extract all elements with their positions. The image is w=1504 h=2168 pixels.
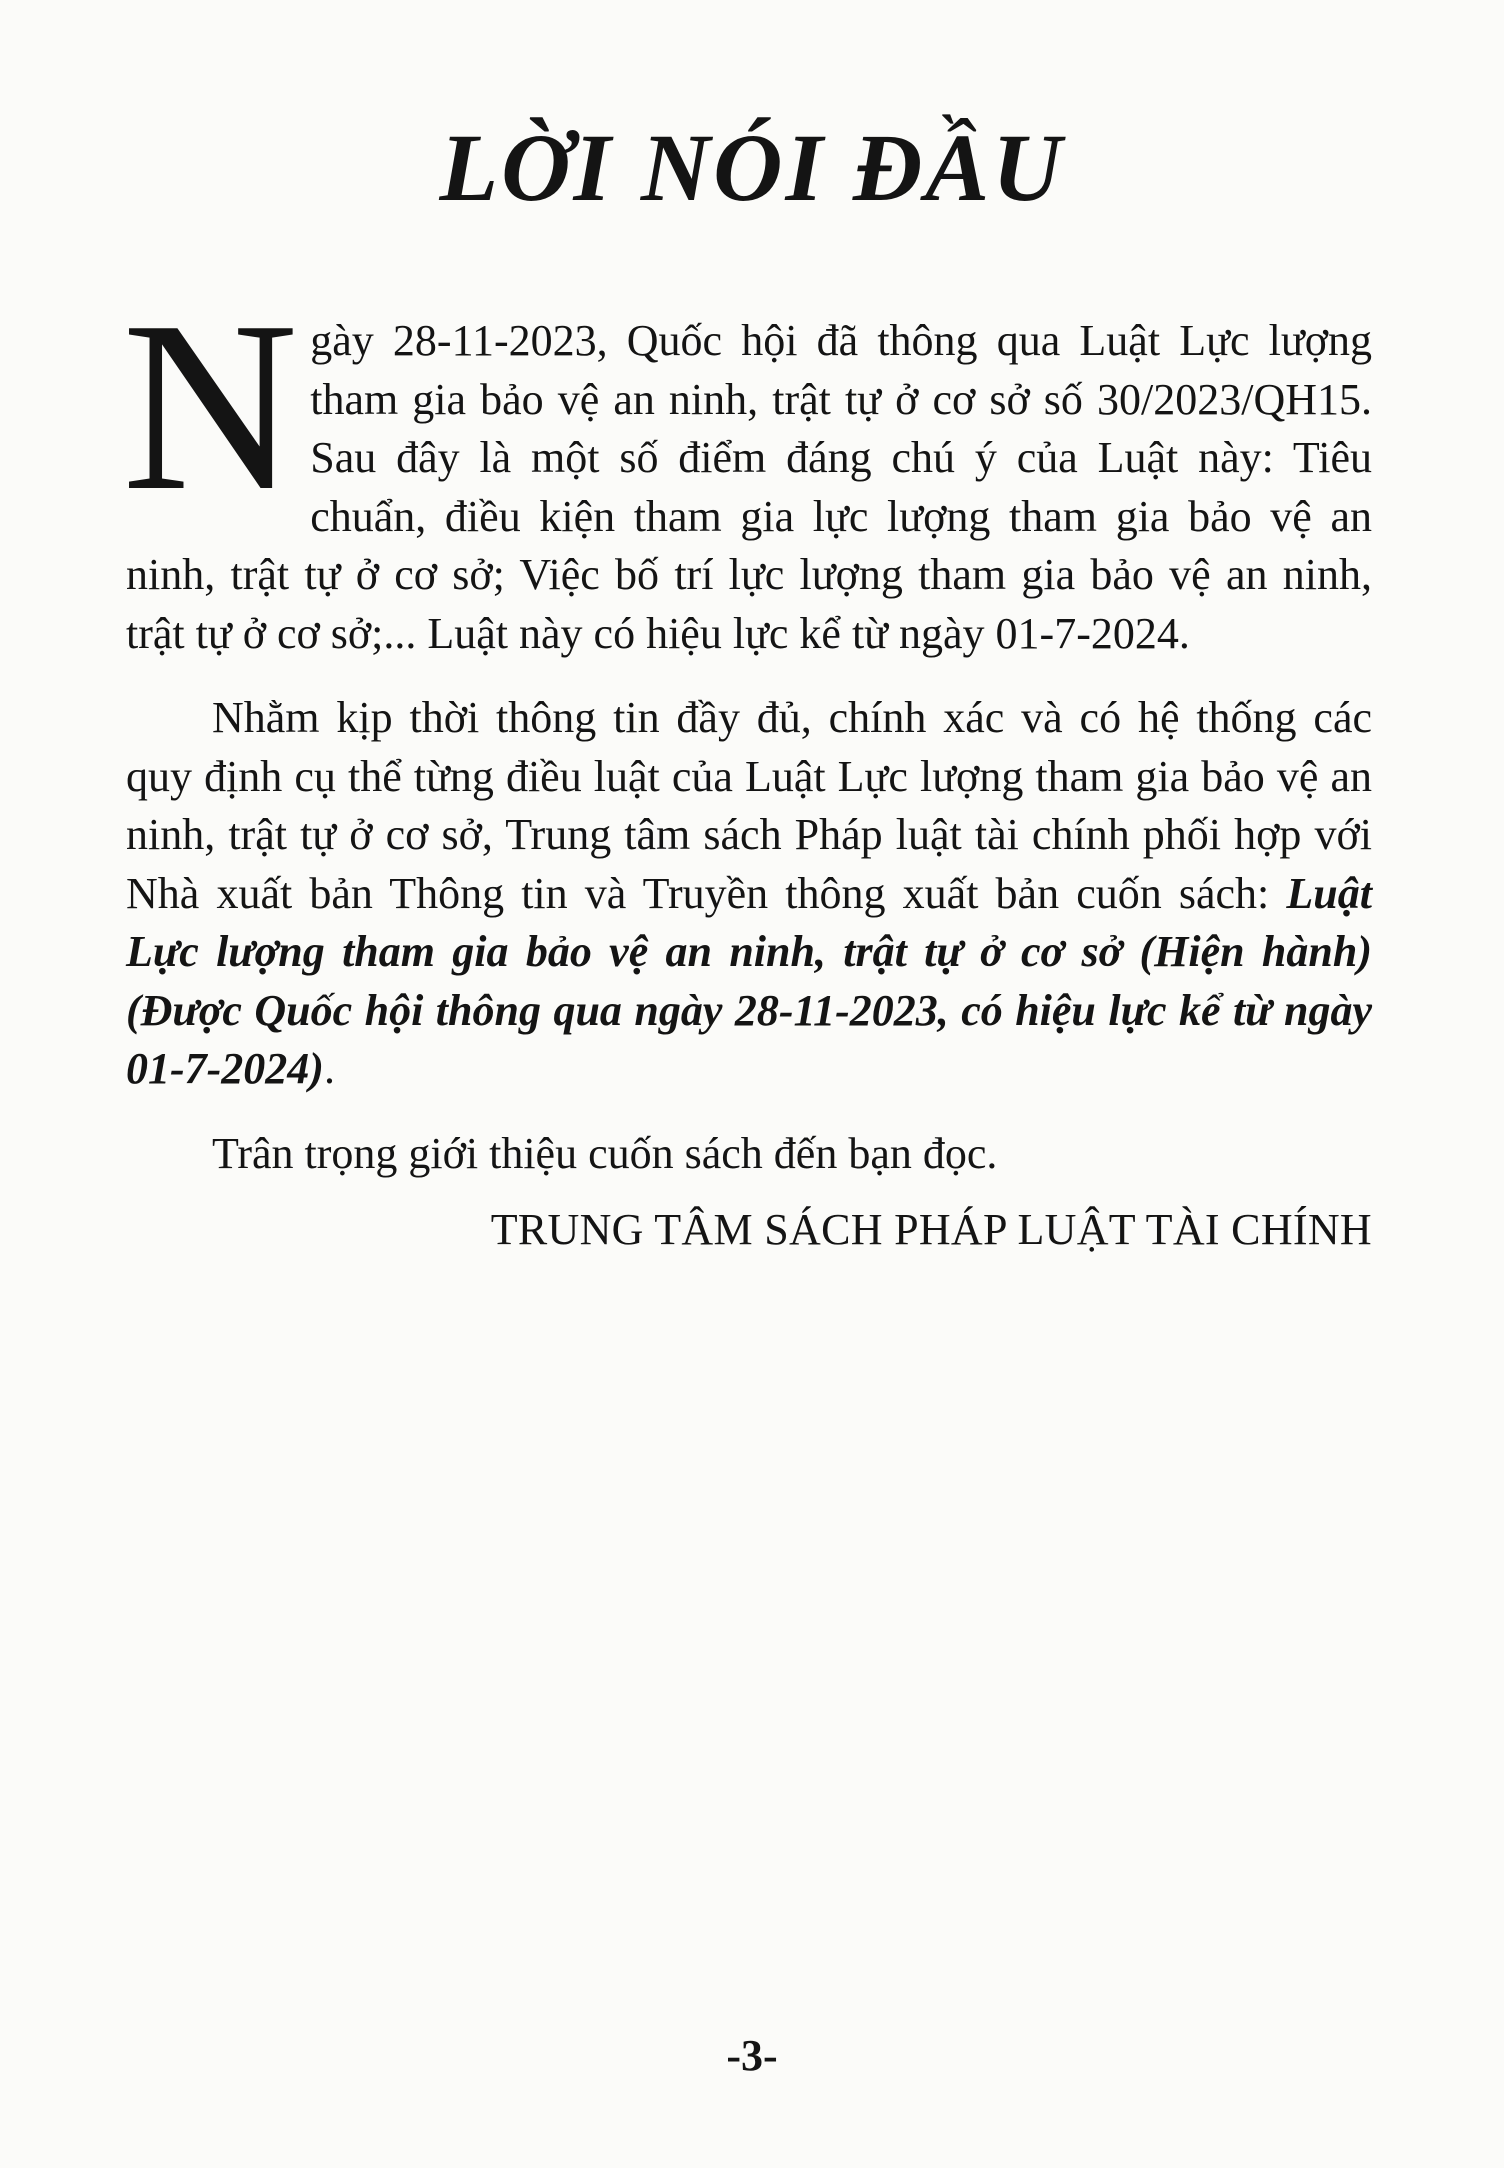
intro-paragraph	[122, 271, 1372, 663]
drop-cap-letter: N	[122, 271, 299, 541]
preface-body	[122, 271, 1372, 1260]
publication-paragraph	[126, 689, 1372, 1099]
publisher-signature: TRUNG TÂM SÁCH PHÁP LUẬT TÀI CHÍNH	[490, 1205, 1372, 1254]
publication-text: Nhằm kịp thời thông tin đầy đủ, chính xác và có hệ thống các quy định cụ thể từng điều luật của Luật Lực lượng tham gia bảo vệ an ninh, trật tự ở cơ sở, Trung tâm sách Pháp luật tài chính phối hợp với Nhà xuất bản Thông tin và Truyền thông xuất bản cuốn sách:	[126, 693, 1372, 918]
page-number: -3-	[726, 2031, 778, 2080]
book-title: Luật Lực lượng tham gia bảo vệ an ninh, trật tự ở cơ sở (Hiện hành) (Được Quốc hội thông qua ngày 28-11-2023, có hiệu lực kể từ ngày 01-7-2024)	[126, 868, 1372, 1093]
closing-line: Trân trọng giới thiệu cuốn sách đến bạn đọc.	[212, 1128, 998, 1178]
publication-end: .	[323, 1044, 335, 1093]
page-title: LỜI NÓI ĐẦU	[439, 114, 1065, 221]
intro-text: gày 28-11-2023, Quốc hội đã thông qua Luật Lực lượng tham gia bảo vệ an ninh, trật tự ở cơ sở số 30/2023/QH15. Sau đây là một số điểm đáng chú ý của Luật này: Tiêu chuẩn, điều kiện tham gia lực lượng tham gia bảo vệ an ninh, trật tự ở cơ sở; Việc bố trí lực lượng tham gia bảo vệ an ninh, trật tự ở cơ sở;... Luật này có hiệu lực kể từ ngày 01-7-2024.	[126, 316, 1372, 658]
